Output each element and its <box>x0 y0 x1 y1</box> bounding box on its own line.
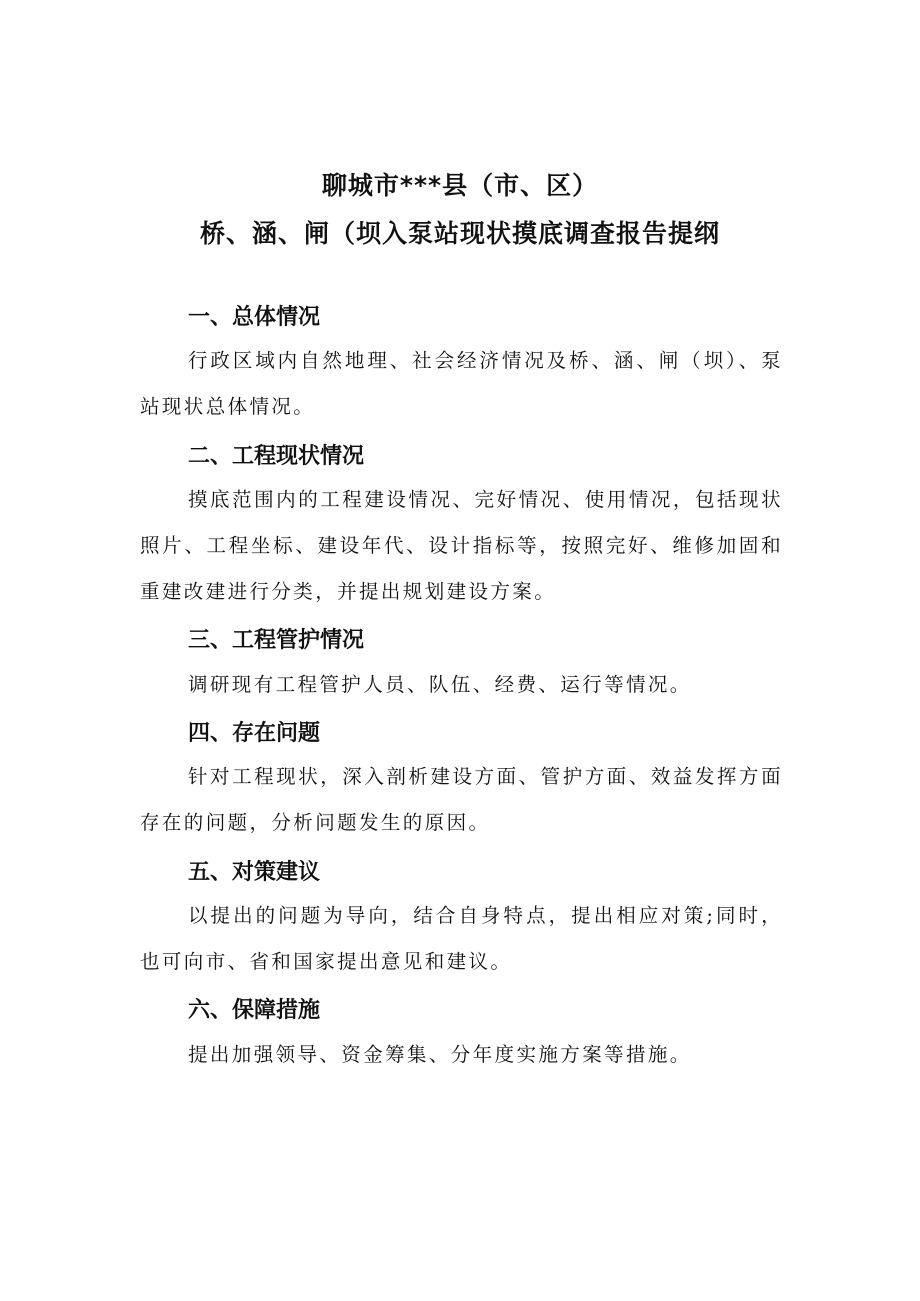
section-heading-project-maintenance: 三、工程管护情况 <box>188 628 365 653</box>
section-body-project-maintenance: 调研现有工程管护人员、队伍、经费、运行等情况。 <box>188 673 692 696</box>
section-heading-overview: 一、总体情况 <box>188 305 321 330</box>
document-title-line-1: 聊城市***县（市、区） <box>321 171 599 200</box>
document-title-line-2: 桥、涵、闸（坝入泵站现状摸底调查报告提纲 <box>199 219 720 248</box>
section-body-overview: 行政区域内自然地理、社会经济情况及桥、涵、闸（坝）、泵站现状总体情况。 <box>140 349 783 418</box>
section-body-safeguards: 提出加强领导、资金筹集、分年度实施方案等措施。 <box>188 1043 692 1066</box>
section-body-existing-problems: 针对工程现状，深入剖析建设方面、管护方面、效益发挥方面存在的问题，分析问题发生的原因。 <box>140 765 783 834</box>
section-body-countermeasures: 以提出的问题为导向，结合自身特点，提出相应对策;同时，也可向市、省和国家提出意见和建议。 <box>140 904 783 973</box>
section-heading-project-status: 二、工程现状情况 <box>188 444 365 469</box>
section-heading-safeguards: 六、保障措施 <box>188 998 321 1023</box>
section-body-project-status: 摸底范围内的工程建设情况、完好情况、使用情况，包括现状照片、工程坐标、建设年代、设计指标等，按照完好、维修加固和重建改建进行分类，并提出规划建设方案。 <box>140 488 783 603</box>
section-heading-countermeasures: 五、对策建议 <box>188 860 321 885</box>
section-heading-existing-problems: 四、存在问题 <box>188 721 321 746</box>
